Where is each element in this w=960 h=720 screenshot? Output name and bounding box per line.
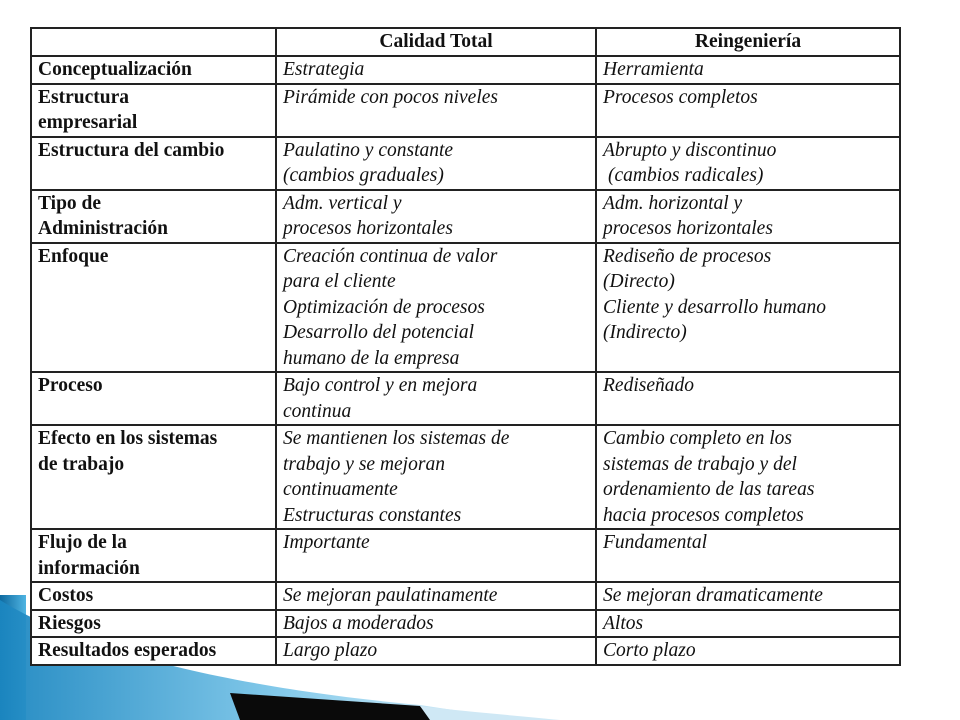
row-label: Riesgos [38,612,101,634]
calidad-text: Creación continua de valor [283,245,498,267]
calidad-text: Adm. vertical y [283,192,402,214]
reingenieria-cell [596,56,900,84]
row-label: Tipo de [38,192,102,214]
row-label: información [38,557,140,579]
calidad-cell [276,190,596,243]
reingenieria-text: Se mejoran dramaticamente [603,585,823,606]
reingenieria-cell [596,425,900,529]
calidad-cell [276,529,596,582]
row-label: Flujo de la [38,532,127,553]
row-label: Administración [38,218,169,239]
table-row [31,637,900,665]
row-label-cell [31,529,276,582]
row-label: Enfoque [38,245,109,267]
reingenieria-text: (Indirecto) [603,322,687,343]
calidad-cell [276,637,596,665]
table-row [31,137,900,190]
calidad-text: humano de la empresa [283,347,460,369]
reingenieria-cell [596,372,900,425]
reingenieria-text: Adm. horizontal y [603,192,743,214]
calidad-cell [276,84,596,137]
table-row [31,190,900,243]
row-label-cell [31,243,276,373]
calidad-text: Estrategia [283,59,365,80]
reingenieria-text: hacia procesos completos [603,504,804,526]
reingenieria-cell [596,243,900,373]
calidad-text: procesos horizontales [283,218,453,239]
row-label: Proceso [38,375,103,396]
reingenieria-text: Cliente y desarrollo humano [603,296,826,318]
row-label: Conceptualización [38,59,192,80]
calidad-cell [276,137,596,190]
calidad-cell [276,372,596,425]
reingenieria-cell [596,84,900,137]
calidad-text: continuamente [283,479,398,500]
row-label: Estructura [38,86,129,108]
header-reingenieria: Reingeniería [596,28,900,56]
reingenieria-text: (Directo) [603,271,675,292]
row-label-cell [31,137,276,190]
reingenieria-cell [596,529,900,582]
table-row [31,582,900,610]
reingenieria-text: (cambios radicales) [608,165,764,186]
calidad-text: Estructuras constantes [283,504,462,526]
reingenieria-text: Altos [603,612,644,634]
row-label: de trabajo [38,453,125,475]
reingenieria-cell [596,610,900,638]
row-label-cell [31,84,276,137]
reingenieria-text: Procesos completos [603,86,758,108]
reingenieria-text: Fundamental [603,532,707,553]
calidad-cell [276,610,596,638]
reingenieria-text: Rediseño de procesos [603,245,772,267]
calidad-text: Bajos a moderados [283,612,434,634]
row-label-cell [31,372,276,425]
table-row [31,425,900,529]
calidad-text: trabajo y se mejoran [283,453,445,475]
calidad-cell [276,56,596,84]
calidad-cell [276,243,596,373]
calidad-text: Pirámide con pocos niveles [283,86,498,108]
row-label: Resultados esperados [38,640,217,661]
row-label-cell [31,582,276,610]
calidad-text: Desarrollo del potencial [283,322,475,343]
reingenieria-text: ordenamiento de las tareas [603,479,815,500]
row-label-cell [31,637,276,665]
calidad-cell [276,582,596,610]
reingenieria-text: Herramienta [603,59,704,80]
calidad-text: Largo plazo [283,640,378,661]
calidad-text: Importante [283,532,370,553]
table-row [31,610,900,638]
header-corner-cell [31,28,276,56]
calidad-cell [276,425,596,529]
table-row [31,529,900,582]
reingenieria-cell [596,582,900,610]
calidad-text: Paulatino y constante [283,139,454,161]
calidad-text: Bajo control y en mejora [283,375,478,396]
table-row [31,372,900,425]
row-label: empresarial [38,112,138,133]
reingenieria-text: procesos horizontales [603,218,773,239]
comparison-table-container [30,27,899,666]
row-label-cell [31,56,276,84]
comparison-table [30,27,901,666]
header-calidad-total: Calidad Total [276,28,596,56]
table-row [31,84,900,137]
reingenieria-cell [596,637,900,665]
table-row [31,56,900,84]
reingenieria-cell [596,190,900,243]
row-label-cell [31,190,276,243]
row-label: Efecto en los sistemas [38,428,218,449]
row-label-cell [31,610,276,638]
row-label: Costos [38,585,94,606]
calidad-text: Se mantienen los sistemas de [283,428,510,449]
reingenieria-text: Corto plazo [603,640,696,661]
calidad-text: continua [283,400,352,422]
calidad-text: (cambios graduales) [283,165,444,186]
reingenieria-cell [596,137,900,190]
reingenieria-text: Rediseñado [603,375,694,396]
calidad-text: para el cliente [283,271,396,292]
reingenieria-text: Cambio completo en los [603,428,793,449]
table-row [31,243,900,373]
reingenieria-text: sistemas de trabajo y del [603,453,797,475]
calidad-text: Optimización de procesos [283,296,485,318]
table-header-row [31,28,900,56]
calidad-text: Se mejoran paulatinamente [283,585,498,606]
row-label: Estructura del cambio [38,139,225,161]
row-label-cell [31,425,276,529]
reingenieria-text: Abrupto y discontinuo [603,139,777,161]
